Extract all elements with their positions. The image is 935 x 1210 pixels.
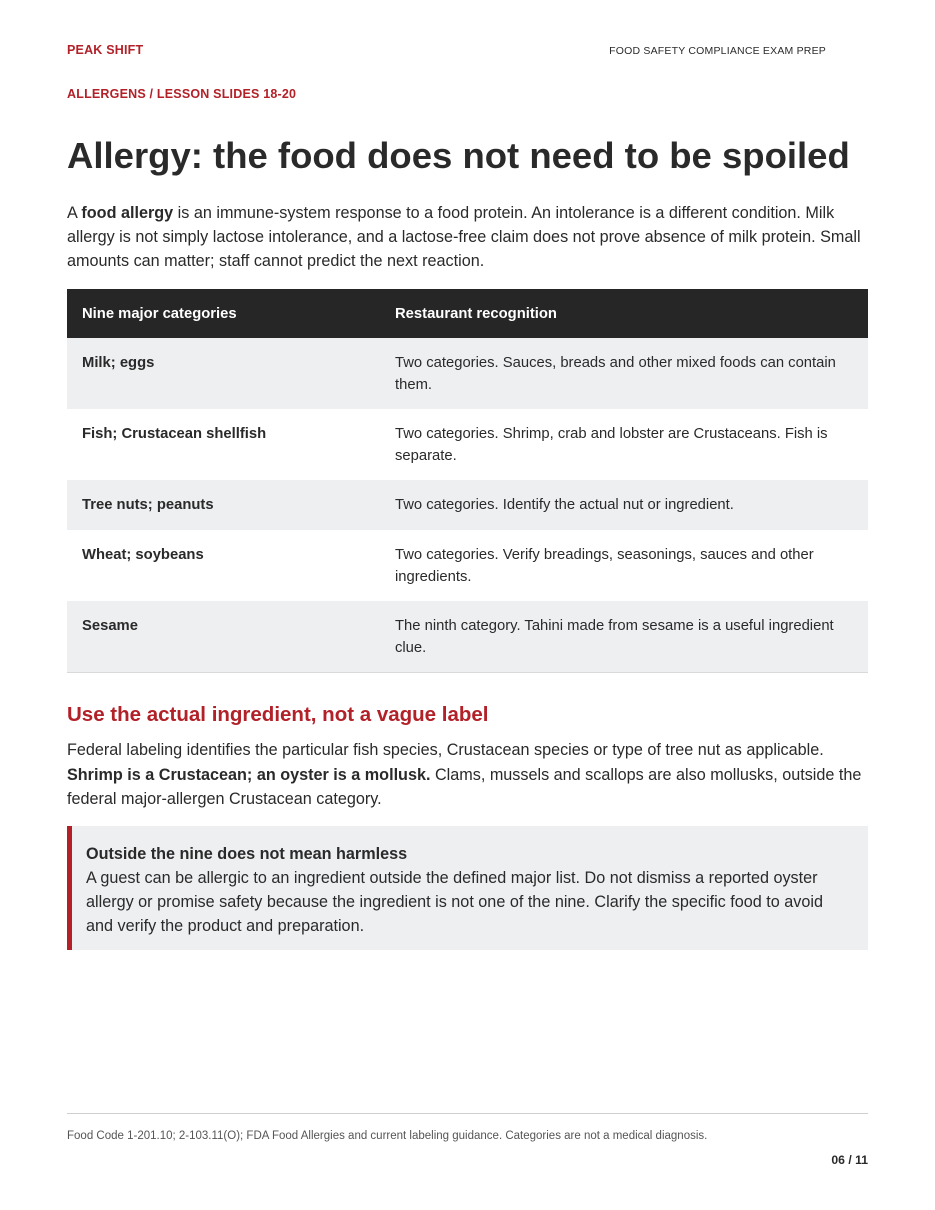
category-cell: Wheat; soybeans [82, 547, 204, 563]
table-row [67, 530, 868, 601]
category-cell: Tree nuts; peanuts [67, 480, 379, 530]
labeling-paragraph [67, 738, 868, 812]
intro-prefix: A [67, 204, 82, 222]
document-page [67, 0, 868, 1210]
column-header-categories: Nine major categories [67, 289, 379, 338]
labeling-bold-statement: Shrimp is a Crustacean; an oyster is a mollusk. [67, 765, 431, 784]
recognition-cell: Two categories. Shrimp, crab and lobster are Crustaceans. Fish is separate. [395, 426, 828, 464]
category-cell: Sesame [67, 601, 379, 673]
category-cell: Fish; Crustacean shellfish [82, 426, 267, 442]
section-heading: Use the actual ingredient, not a vague label [67, 703, 489, 726]
table-row [67, 338, 868, 409]
allergen-categories-table [67, 289, 868, 673]
callout-title: Outside the nine does not mean harmless [86, 845, 408, 863]
recognition-cell: Two categories. Verify breadings, seasonings, sauces and other ingredients. [395, 547, 814, 585]
recognition-cell: Two categories. Identify the actual nut or ingredient. [379, 480, 868, 530]
category-cell: Milk; eggs [67, 338, 379, 409]
brand-name: PEAK SHIFT [67, 43, 144, 57]
recognition-cell: The ninth category. Tahini made from sesame is a useful ingredient clue. [379, 601, 868, 673]
page-number: 06 / 11 [831, 1153, 868, 1167]
footer-note: Food Code 1-201.10; 2-103.11(O); FDA Food Allergies and current labeling guidance. Categories are not a medical diagnosis. [67, 1130, 708, 1142]
column-header-recognition: Restaurant recognition [379, 289, 868, 338]
intro-paragraph [67, 201, 868, 273]
table-header-row [67, 289, 868, 338]
labeling-text-before: Federal labeling identifies the particular fish species, Crustacean species or type of tree nut as applicable. [67, 741, 824, 759]
recognition-cell: Two categories. Sauces, breads and other mixed foods can contain them. [379, 338, 868, 409]
labeling-text-after: Clams, mussels and scallops are also mollusks, outside the federal major-allergen Crustacean category. [67, 765, 862, 808]
table-row [67, 480, 868, 530]
section-breadcrumb: ALLERGENS / LESSON SLIDES 18-20 [67, 87, 297, 101]
page-title: Allergy: the food does not need to be spoiled [67, 135, 850, 176]
intro-rest: is an immune-system response to a food protein. An intolerance is a different condition. Milk allergy is not simply lactose intolerance, and a lactose-free claim does not prove absence of milk protein. Small amounts can matter; staff cannot predict the next reaction. [67, 204, 861, 270]
table-row [67, 409, 868, 480]
warning-callout [67, 826, 868, 950]
footer-divider [67, 1113, 868, 1114]
intro-bold-term: food allergy [81, 204, 174, 222]
table-row [67, 601, 868, 673]
callout-text: A guest can be allergic to an ingredient outside the defined major list. Do not dismiss a reported oyster allergy or promise safety because the ingredient is not one of the nine. Clarify the specific food to avoid and verify the product and preparation. [86, 869, 823, 935]
course-title: FOOD SAFETY COMPLIANCE EXAM PREP [609, 45, 826, 57]
